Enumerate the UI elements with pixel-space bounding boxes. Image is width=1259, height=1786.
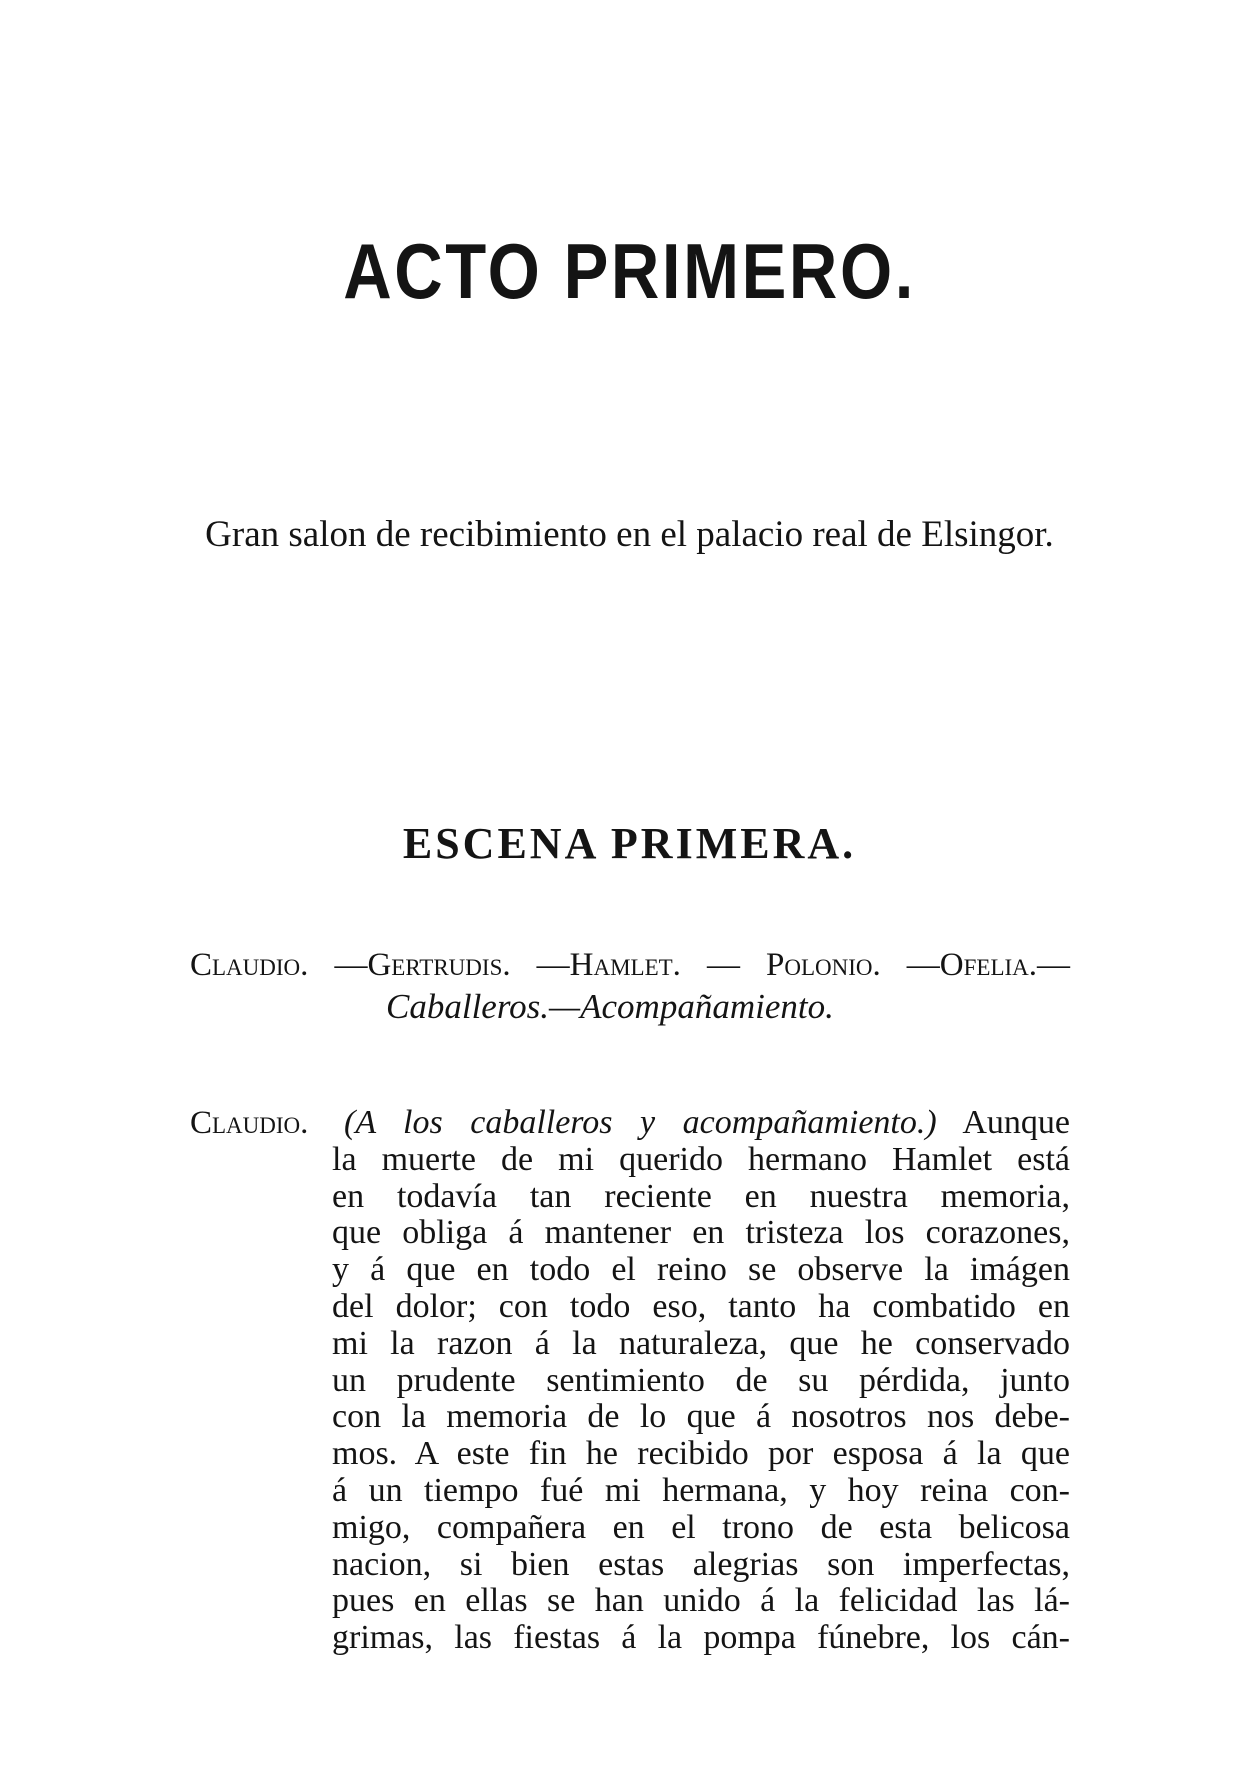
dialogue-text <box>332 1105 1070 1657</box>
character-hamlet: —Hamlet. <box>536 947 681 983</box>
dialogue-line: nacion, si bien estas alegrias son imperfectas, <box>332 1545 1070 1583</box>
dialogue-line: la muerte de mi querido hermano Hamlet está <box>332 1140 1070 1178</box>
scene-title: ESCENA PRIMERA. <box>402 819 857 868</box>
dialogue-line: mi la razon á la naturaleza, que he conservado <box>332 1324 1070 1362</box>
dialogue-line: migo, compañera en el trono de esta belicosa <box>332 1508 1070 1546</box>
dialogue-line: á un tiempo fué mi hermana, y hoy reina con- <box>332 1471 1070 1509</box>
dramatis-personae <box>190 944 1070 1028</box>
dialogue-line: pues en ellas se han unido á la felicidad las lá- <box>332 1582 1070 1620</box>
scene-setting: Gran salon de recibimiento en el palacio real de Elsingor. <box>205 514 1054 555</box>
stage-direction: (A los caballeros y acompañamiento.) <box>344 1104 937 1141</box>
cast-line <box>190 944 1070 986</box>
dialogue-line-rest: Aunque <box>936 1104 1070 1141</box>
dialogue-line: con la memoria de lo que á nosotros nos debe- <box>332 1398 1070 1436</box>
dialogue-line: mos. A este fin he recibido por esposa á la que <box>332 1435 1070 1473</box>
character-claudio: Claudio. <box>190 947 309 983</box>
character-gertrudis: —Gertrudis. <box>334 947 511 983</box>
dialogue-line <box>332 1105 1070 1142</box>
act-title: ACTO PRIMERO. <box>343 227 916 315</box>
character-ofelia: —Ofelia.— <box>906 947 1071 983</box>
dialogue-line: que obliga á mantener en tristeza los corazones, <box>332 1214 1070 1252</box>
dialogue-line: del dolor; con todo eso, tanto ha combatido en <box>332 1287 1070 1325</box>
dialogue-line: en todavía tan reciente en nuestra memoria, <box>332 1177 1070 1215</box>
character-polonio: — Polonio. <box>706 947 881 983</box>
dialogue-line: y á que en todo el reino se observe la imágen <box>332 1251 1070 1289</box>
dialogue-line: grimas, las fiestas á la pompa fúnebre, los cán- <box>332 1619 1070 1657</box>
character-extras: Caballeros.—Acompañamiento. <box>386 987 834 1026</box>
speaker-name: Claudio. <box>190 1105 309 1141</box>
dialogue-line: un prudente sentimiento de su pérdida, junto <box>332 1361 1070 1399</box>
